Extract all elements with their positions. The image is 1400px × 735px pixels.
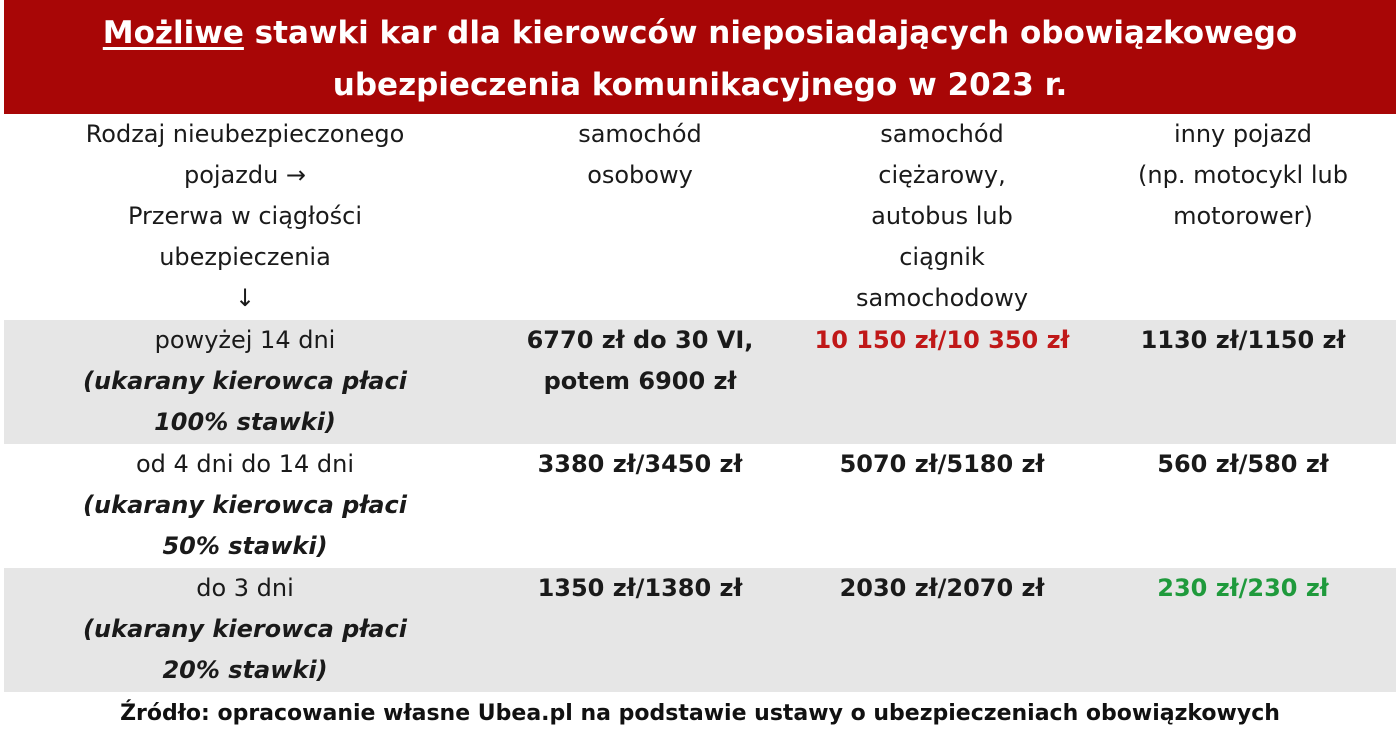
header-col-truck-line: samochód — [880, 120, 1004, 148]
header-col-other — [1090, 114, 1396, 320]
table-row — [4, 444, 1396, 568]
header-col-truck-line: ciężarowy, — [878, 161, 1006, 189]
table-row — [4, 568, 1396, 692]
row-truck-cell — [794, 320, 1090, 444]
table-row — [4, 320, 1396, 444]
header-col-car-line: osobowy — [587, 161, 693, 189]
row-period: do 3 dni — [196, 574, 294, 602]
penalty-table — [4, 114, 1396, 692]
row-period-cell — [4, 444, 486, 568]
row-other-cell — [1090, 444, 1396, 568]
header-corner-line: ↓ — [234, 284, 256, 312]
title-underlined-word: Możliwe — [102, 15, 244, 51]
header-col-truck-line: samochodowy — [855, 284, 1029, 312]
title-line-1 — [4, 7, 1396, 59]
header-corner-line: Przerwa w ciągłości — [127, 202, 363, 230]
row-car-cell — [486, 320, 794, 444]
row-period: od 4 dni do 14 dni — [135, 450, 354, 478]
header-col-other-line: inny pojazd — [1173, 120, 1313, 148]
row-note-line: (ukarany kierowca płaci — [83, 615, 407, 643]
title-line-2: ubezpieczenia komunikacyjnego w 2023 r. — [332, 67, 1068, 103]
header-corner-line: ubezpieczenia — [159, 243, 331, 271]
header-col-other-line: (np. motocykl lub — [1138, 161, 1348, 189]
title-banner — [4, 0, 1396, 114]
header-corner-cell — [4, 114, 486, 320]
row-note-line: 20% stawki) — [162, 656, 328, 684]
row-truck-value: 2030 zł/2070 zł — [839, 574, 1045, 602]
row-other-value-highlight: 230 zł/230 zł — [1157, 574, 1329, 602]
header-col-truck — [794, 114, 1090, 320]
row-other-cell — [1090, 320, 1396, 444]
row-other-cell — [1090, 568, 1396, 692]
row-other-value: 560 zł/580 zł — [1157, 450, 1329, 478]
header-col-truck-line: ciągnik — [899, 243, 985, 271]
header-col-car — [486, 114, 794, 320]
row-truck-value-highlight: 10 150 zł/10 350 zł — [814, 326, 1070, 354]
row-truck-cell — [794, 444, 1090, 568]
header-col-truck-line: autobus lub — [871, 202, 1013, 230]
row-car-cell — [486, 444, 794, 568]
row-car-cell — [486, 568, 794, 692]
row-period: powyżej 14 dni — [154, 326, 336, 354]
row-note-line: 50% stawki) — [162, 532, 328, 560]
row-truck-value: 5070 zł/5180 zł — [839, 450, 1045, 478]
row-period-cell — [4, 568, 486, 692]
row-other-value: 1130 zł/1150 zł — [1140, 326, 1346, 354]
row-truck-cell — [794, 568, 1090, 692]
title-line-1-rest: stawki kar dla kierowców nieposiadających obowiązkowego — [243, 15, 1298, 51]
header-row — [4, 114, 1396, 320]
row-car-value: 1350 zł/1380 zł — [537, 574, 743, 602]
row-period-cell — [4, 320, 486, 444]
row-car-value: 6770 zł do 30 VI, — [526, 326, 754, 354]
row-note-line: 100% stawki) — [154, 408, 336, 436]
header-corner-line: Rodzaj nieubezpieczonego — [85, 120, 405, 148]
source-note: Źródło: opracowanie własne Ubea.pl na podstawie ustawy o ubezpieczeniach obowiązkowych — [120, 701, 1280, 726]
header-corner-line: pojazdu → — [183, 161, 307, 189]
row-note-line: (ukarany kierowca płaci — [83, 367, 407, 395]
row-note-line: (ukarany kierowca płaci — [83, 491, 407, 519]
row-car-value: potem 6900 zł — [543, 367, 737, 395]
header-col-other-line: motorower) — [1173, 202, 1313, 230]
header-col-car-line: samochód — [578, 120, 702, 148]
row-car-value: 3380 zł/3450 zł — [537, 450, 743, 478]
